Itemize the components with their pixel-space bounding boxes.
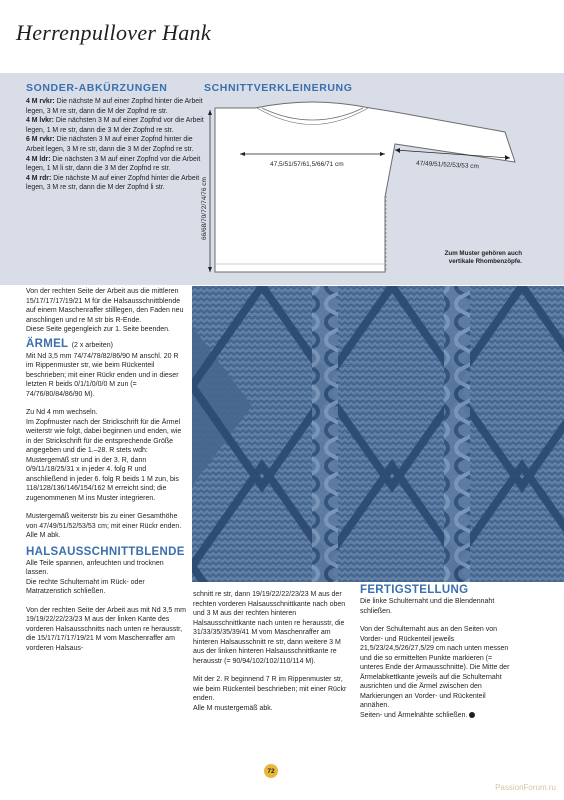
column-middle	[193, 590, 351, 713]
intro-paragraph: Von der rechten Seite der Arbeit aus die mittleren 15/17/17/17/19/21 M für die Halsausschnittblende auf einem Maschenraffer stilllegen, den Faden neu anschlingen und re M str bis R-Ende.	[26, 288, 184, 324]
aermel-paragraph: Alle M abk.	[26, 532, 61, 539]
page-title: Herrenpullover Hank	[16, 20, 211, 45]
intro-paragraph: Diese Seite gegengleich zur 1. Seite beenden.	[26, 326, 170, 333]
abbreviation-item: 4 M lvkr: Die nächsten 3 M auf einer Zopfnd vor die Arbeit legen, 1 M re str, dann die 3 M der Zopfnd re str.	[26, 117, 204, 134]
page-number: 72	[264, 764, 278, 778]
hals-paragraph: Von der rechten Seite der Arbeit aus mit Nd 3,5 mm 19/19/22/22/23/23 M aus der linken Kante des vorderen Halsausschnitts nach unten re herausstr, die 15/17/17/17/19/21 M vom Maschenraffer am vorderen Halsaus-	[26, 606, 186, 652]
watermark: PassionForum.ru	[495, 783, 556, 792]
finishing-paragraph: Die linke Schulternaht und die Blendennaht schließen.	[360, 598, 495, 615]
hals-continued-paragraph: schnitt re str, dann 19/19/22/22/23/23 M aus der rechten vorderen Halsausschnittkante nach oben und 3 M aus der rechten hinteren Halsausschnittkante nach unten re herausstr, die 31/33/35/35/39/41 M vom Maschenraffer am hinteren Halsausschnitt re str, dann weitere 3 M aus der linken hinteren Halsausschnittkante re herausstr (= 90/94/102/102/110/114 M).	[193, 591, 346, 665]
finishing-paragraph: Von der Schulternaht aus an den Seiten von Vorder- und Rückenteil jeweils 21,5/23/24,5/26/27,5/29 cm nach unten messen und die so ermittelten Punkte markieren (= unteres Ende der Armausschnitte). Die Mitte der Ärmelabkettkante jeweils auf die Schulternaht ausrichten und die Ärmel zwischen den Markierungen an Vorder- und Rückenteil annähen.	[360, 626, 510, 709]
finishing-paragraph: Seiten- und Ärmelnähte schließen.	[360, 711, 516, 721]
abbreviation-item: 4 M ldr: Die nächsten 3 M auf einer Zopfnd vor die Arbeit legen, 1 M li str, dann die 3 M der Zopfnd re str.	[26, 155, 201, 173]
knit-photo	[192, 286, 564, 582]
section-heading-aermel: ÄRMEL (2 x arbeiten)	[26, 337, 113, 350]
column-right	[360, 584, 516, 720]
hals-continued-paragraph: Mit der 2. R beginnend 7 R im Rippenmuster str, wie beim Rückenteil beschrieben; mit einer Rückr enden.	[193, 676, 347, 702]
abbreviations-heading: SONDER-ABKÜRZUNGEN	[26, 82, 168, 94]
abbreviation-item: 4 M rdr: Die nächste M auf einer Zopfnd hinter die Arbeit legen, 3 M re str, dann die M der Zopfnd li str.	[26, 174, 200, 192]
aermel-paragraph: Zu Nd 4 mm wechseln.	[26, 409, 98, 416]
aermel-paragraph: Im Zopfmuster nach der Strickschrift für die Ärmel weiterstr wie folgt, dabei beginnen und enden, wie in der Strickschrift für die entsprechende Größe angegeben und die 1.–28. R stets wdh:	[26, 418, 182, 454]
abbreviation-item: 6 M rvkr: Die nächsten 3 M auf einer Zopfnd hinter die Arbeit legen, 3 M re str, dann die 3 M der Zopfnd re str.	[26, 136, 194, 153]
body-length-label: 66/68/70/72/74/76 cm	[201, 177, 208, 240]
aermel-paragraph: Mustergemäß str und in der 3. R, dann 0/9/11/18/25/31 x in jeder 4. folg R und anschließend in jeder 6. folg R beids 1 M zun, bis 118/128/136/146/154/162 M erreicht sind; die zugenommenen M ins Muster integrieren.	[26, 456, 179, 502]
aermel-paragraph: Mustergemäß weiterstr bis zu einer Gesamthöhe von 47/49/51/52/53/53 cm; mit einer Rückr enden.	[26, 513, 182, 530]
end-mark-icon	[469, 712, 475, 718]
chest-width-label: 47,5/51/57/61,5/66/71 cm	[270, 161, 344, 168]
section-heading-fertigstellung: FERTIGSTELLUNG	[360, 584, 469, 596]
sweater-outline	[215, 102, 515, 272]
aermel-paragraph: Mit Nd 3,5 mm 74/74/78/82/86/90 M anschl. 20 R im Rippenmuster str, wie beim Rückenteil beschrieben; mit einer Rückr enden und in dieser letzten R beids 0/1/1/0/0/0 M zun (= 74/76/80/84/86/90 M).	[26, 352, 179, 398]
hals-paragraph: Die rechte Schulternaht im Rück- oder Matratzenstich schließen.	[26, 578, 145, 595]
hals-continued-paragraph: Alle M mustergemäß abk.	[193, 704, 273, 712]
pattern-note: Zum Muster gehören auch vertikale Rhombenzöpfe.	[444, 250, 522, 265]
sleeve-length-label: 47/49/51/52/53/53 cm	[415, 160, 480, 171]
abbreviation-item: 4 M rvkr: Die nächste M auf einer Zopfnd hinter die Arbeit legen, 3 M re str, dann die M der Zopfnd re str.	[26, 98, 203, 115]
schema-heading: SCHNITTVERKLEINERUNG	[204, 82, 353, 94]
column-left	[26, 287, 186, 653]
hals-paragraph: Alle Teile spannen, anfeuchten und trocknen lassen.	[26, 559, 164, 576]
abbreviations-list	[26, 97, 206, 193]
section-heading-halsausschnittblende: HALSAUSSCHNITTBLENDE	[26, 545, 185, 558]
